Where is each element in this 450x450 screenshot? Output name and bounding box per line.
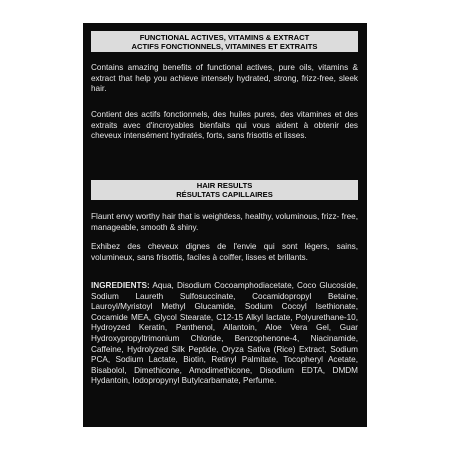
- results-heading-box: [91, 180, 358, 200]
- actives-body-fr: Contient des actifs fonctionnels, des huiles pures, des vitamines et des extraits avec d'incroyables bienfaits qui vous aident à obtenir des cheveux intensément hydratés, forts, sans frisottis et lisses.: [91, 110, 358, 141]
- ingredients-list: [91, 281, 358, 387]
- results-body-fr: Exhibez des cheveux dignes de l'envie qui sont légers, sains, volumineux, sans frisottis, faciles à coiffer, lisses et brillants.: [91, 242, 358, 262]
- results-heading-fr: RÉSULTATS CAPILLAIRES: [176, 190, 273, 199]
- actives-heading-fr: ACTIFS FONCTIONNELS, VITAMINES ET EXTRAITS: [131, 41, 318, 51]
- actives-body-en: Contains amazing benefits of functional actives, pure oils, vitamins & extract that help you achieve intensely hydrated, strong, frizz-free, sleek hair.: [91, 63, 358, 94]
- ingredients-text: Aqua, Disodium Cocoamphodiacetate, Coco Glucoside, Sodium Laureth Sulfosuccinate, Cocamidopropyl Betaine, Lauroyl/Myristoyl Methyl Glucamide, Sodium Cocoyl Isethionate, Cocamide MEA, Glycol Stearate, C12-15 Alkyl lactate, Polyurethane-10, Hydroyzed Keratin, Panthenol, Allantoin, Aloe Vera Gel, Guar Hydroxypropyltrimonium Chloride, Benzophenone-4, Niacinamide, Caffeine, Hydrolyzed Silk Peptide, Oryza Sativa (Rice) Extract, Sodium PCA, Sodium Lactate, Biotin, Retinyl Palmitate, Tocopheryl Acetate, Bisabolol, Dimethicone, Amodimethicone, Disodium EDTA, DMDM Hydantoin, Iodopropynyl Butylcarbamate, Perfume.: [91, 281, 359, 386]
- actives-heading-en: FUNCTIONAL ACTIVES, VITAMINS & EXTRACT: [139, 32, 310, 42]
- label-panel: [83, 23, 367, 427]
- ingredients-label: INGREDIENTS:: [91, 281, 150, 290]
- results-body-en: Flaunt envy worthy hair that is weightless, healthy, voluminous, frizz- free, manageable, smooth & shiny.: [91, 212, 358, 232]
- actives-heading-box: [91, 31, 358, 52]
- results-heading-en: HAIR RESULTS: [196, 181, 253, 190]
